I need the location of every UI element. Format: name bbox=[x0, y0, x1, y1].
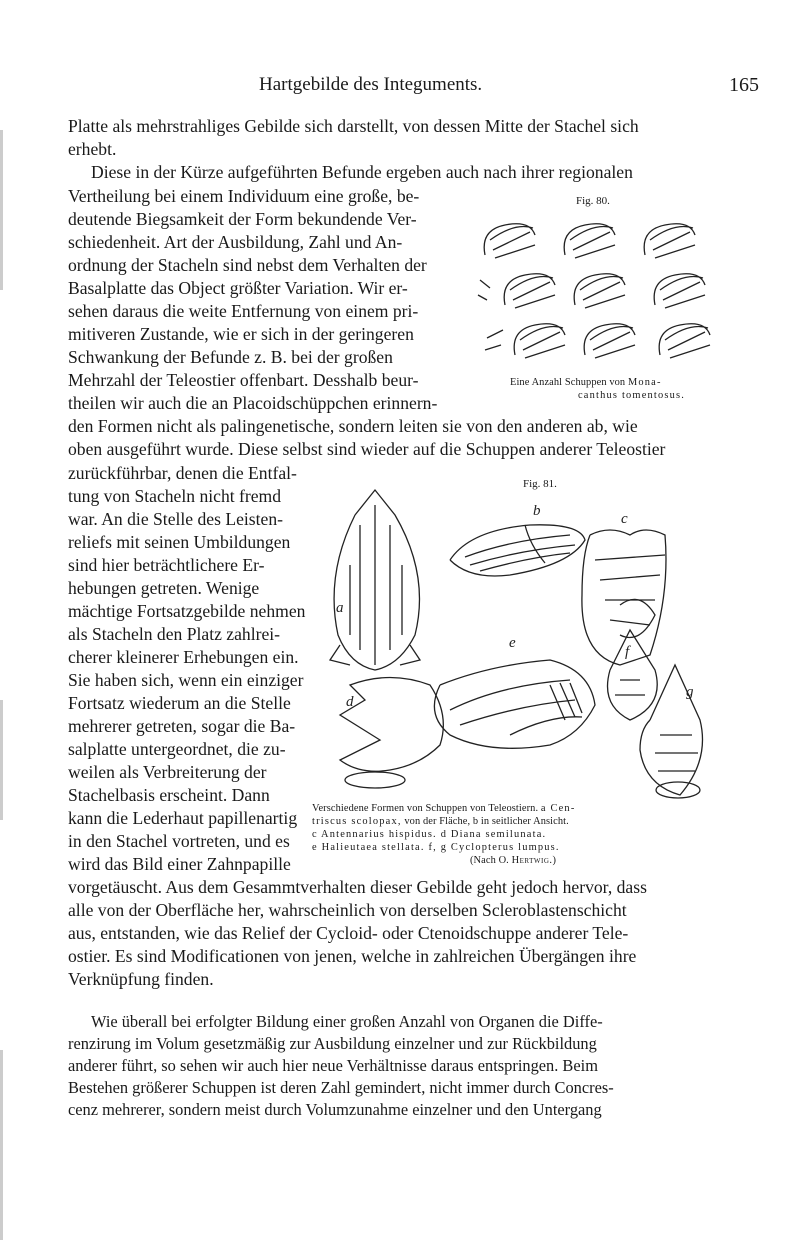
text-line: als Stacheln den Platz zahlrei- bbox=[68, 624, 281, 644]
figure-letter-c: c bbox=[621, 511, 628, 527]
text-line: tung von Stacheln nicht fremd bbox=[68, 486, 282, 506]
text-line: wird das Bild einer Zahnpapille bbox=[68, 854, 291, 874]
figure-81-scales-illustration bbox=[320, 485, 720, 815]
text-line: ostier. Es sind Modificationen von jenen, welche in zahlreichen Übergängen ihre bbox=[68, 946, 637, 966]
figure-letter-b: b bbox=[533, 503, 541, 519]
page-edge bbox=[0, 1050, 3, 1240]
page-edge bbox=[0, 130, 3, 290]
scale-b bbox=[450, 525, 585, 576]
figure-letter-e: e bbox=[509, 635, 516, 651]
text-line: theilen wir auch die an Placoidschüppchen erinnern- bbox=[68, 393, 438, 413]
page-number: 165 bbox=[729, 74, 759, 96]
text-line: Platte als mehrstrahliges Gebilde sich darstellt, von dessen Mitte der Stachel sich bbox=[68, 116, 639, 136]
text-line: Basalplatte das Object größter Variation. Wir er- bbox=[68, 278, 408, 298]
figure-letter-a: a bbox=[336, 600, 344, 616]
text-line: Verknüpfung finden. bbox=[68, 969, 214, 989]
text-line: salplatte untergeordnet, die zu- bbox=[68, 739, 286, 759]
scale-row-2 bbox=[478, 274, 705, 308]
text-line: reliefs mit seinen Umbildungen bbox=[68, 532, 291, 552]
figure-letter-g: g bbox=[686, 684, 694, 700]
figure-caption: triscus scolopax, von der Fläche, b in seitlicher Ansicht. bbox=[312, 816, 569, 827]
figure-letter-d: d bbox=[346, 694, 354, 710]
text-line: hebungen getreten. Wenige bbox=[68, 578, 260, 598]
figure-label: Fig. 80. bbox=[576, 195, 610, 207]
figure-caption: e Halieutaea stellata. f, g Cyclopterus lumpus. bbox=[312, 842, 560, 853]
running-title: Hartgebilde des Integuments. bbox=[259, 74, 483, 95]
figure-label: Fig. 81. bbox=[523, 478, 557, 490]
text-line: Mehrzahl der Teleostier offenbart. Desshalb beur- bbox=[68, 370, 419, 390]
figure-caption: Verschiedene Formen von Schuppen von Teleostiern. a Cen- bbox=[312, 803, 576, 814]
scale-c bbox=[582, 530, 666, 665]
text-line: Sie haben sich, wenn ein einziger bbox=[68, 670, 304, 690]
figure-caption: c Antennarius hispidus. d Diana semilunata. bbox=[312, 829, 547, 840]
text-line: cenz mehrerer, sondern meist durch Volumzunahme einzelner und den Untergang bbox=[68, 1100, 602, 1119]
scale-row-1 bbox=[484, 224, 695, 258]
text-line: zurückführbar, denen die Entfal- bbox=[68, 463, 297, 483]
figure-80-scales-illustration bbox=[475, 210, 725, 370]
text-line: weilen als Verbreiterung der bbox=[68, 762, 267, 782]
text-line: Diese in der Kürze aufgeführten Befunde ergeben auch nach ihrer regionalen bbox=[91, 162, 633, 182]
text-line: Vertheilung bei einem Individuum eine große, be- bbox=[68, 186, 420, 206]
text-line: Schwankung der Befunde z. B. bei der großen bbox=[68, 347, 393, 367]
scale-f bbox=[608, 630, 658, 720]
scale-row-3 bbox=[485, 324, 710, 358]
scale-a bbox=[330, 490, 420, 670]
text-line: cherer kleinerer Erhebungen ein. bbox=[68, 647, 299, 667]
scale-e bbox=[434, 660, 595, 748]
text-line: alle von der Oberfläche her, wahrscheinlich von derselben Scleroblastenschicht bbox=[68, 900, 627, 920]
text-line: war. An die Stelle des Leisten- bbox=[68, 509, 283, 529]
figure-caption: canthus tomentosus. bbox=[578, 390, 686, 401]
text-line: mächtige Fortsatzgebilde nehmen bbox=[68, 601, 306, 621]
text-line: den Formen nicht als palingenetische, sondern leiten sie von den anderen ab, wie bbox=[68, 416, 638, 436]
text-line: ordnung der Stacheln sind nebst dem Verhalten der bbox=[68, 255, 427, 275]
text-line: anderer führt, so sehen wir auch hier neue Verhältnisse daraus entspringen. Beim bbox=[68, 1056, 598, 1075]
text-line: mitiveren Zustande, wie er sich in der geringeren bbox=[68, 324, 414, 344]
text-line: sehen daraus die weite Entfernung von einem pri- bbox=[68, 301, 419, 321]
text-line: mehrerer getreten, sogar die Ba- bbox=[68, 716, 296, 736]
text-line: deutende Biegsamkeit der Form bekundende Ver- bbox=[68, 209, 417, 229]
text-line: sind hier beträchtlichere Er- bbox=[68, 555, 265, 575]
figure-caption: Eine Anzahl Schuppen von Mona- bbox=[510, 377, 662, 388]
text-line: erhebt. bbox=[68, 139, 117, 159]
text-line: in den Stachel vortreten, und es bbox=[68, 831, 290, 851]
scale-d bbox=[340, 678, 443, 789]
text-line: renzirung im Volum gesetzmäßig zur Ausbildung einzelner und zur Rückbildung bbox=[68, 1034, 597, 1053]
text-line: schiedenheit. Art der Ausbildung, Zahl und An- bbox=[68, 232, 403, 252]
text-line: aus, entstanden, wie das Relief der Cycloid- oder Ctenoidschuppe anderer Tele- bbox=[68, 923, 629, 943]
text-line: Wie überall bei erfolgter Bildung einer großen Anzahl von Organen die Diffe- bbox=[91, 1012, 603, 1031]
figure-caption: (Nach O. Hertwig.) bbox=[470, 855, 557, 866]
text-line: Stachelbasis erscheint. Dann bbox=[68, 785, 270, 805]
text-line: kann die Lederhaut papillenartig bbox=[68, 808, 298, 828]
figure-letter-f: f bbox=[625, 644, 630, 660]
text-line: oben ausgeführt wurde. Diese selbst sind wieder auf die Schuppen anderer Teleostier bbox=[68, 439, 666, 459]
text-line: vorgetäuscht. Aus dem Gesammtverhalten dieser Gebilde geht jedoch hervor, dass bbox=[68, 877, 647, 897]
text-line: Fortsatz wiederum an die Stelle bbox=[68, 693, 291, 713]
page-edge bbox=[0, 700, 3, 820]
text-line: Bestehen größerer Schuppen ist deren Zahl gemindert, nicht immer durch Concres- bbox=[68, 1078, 614, 1097]
